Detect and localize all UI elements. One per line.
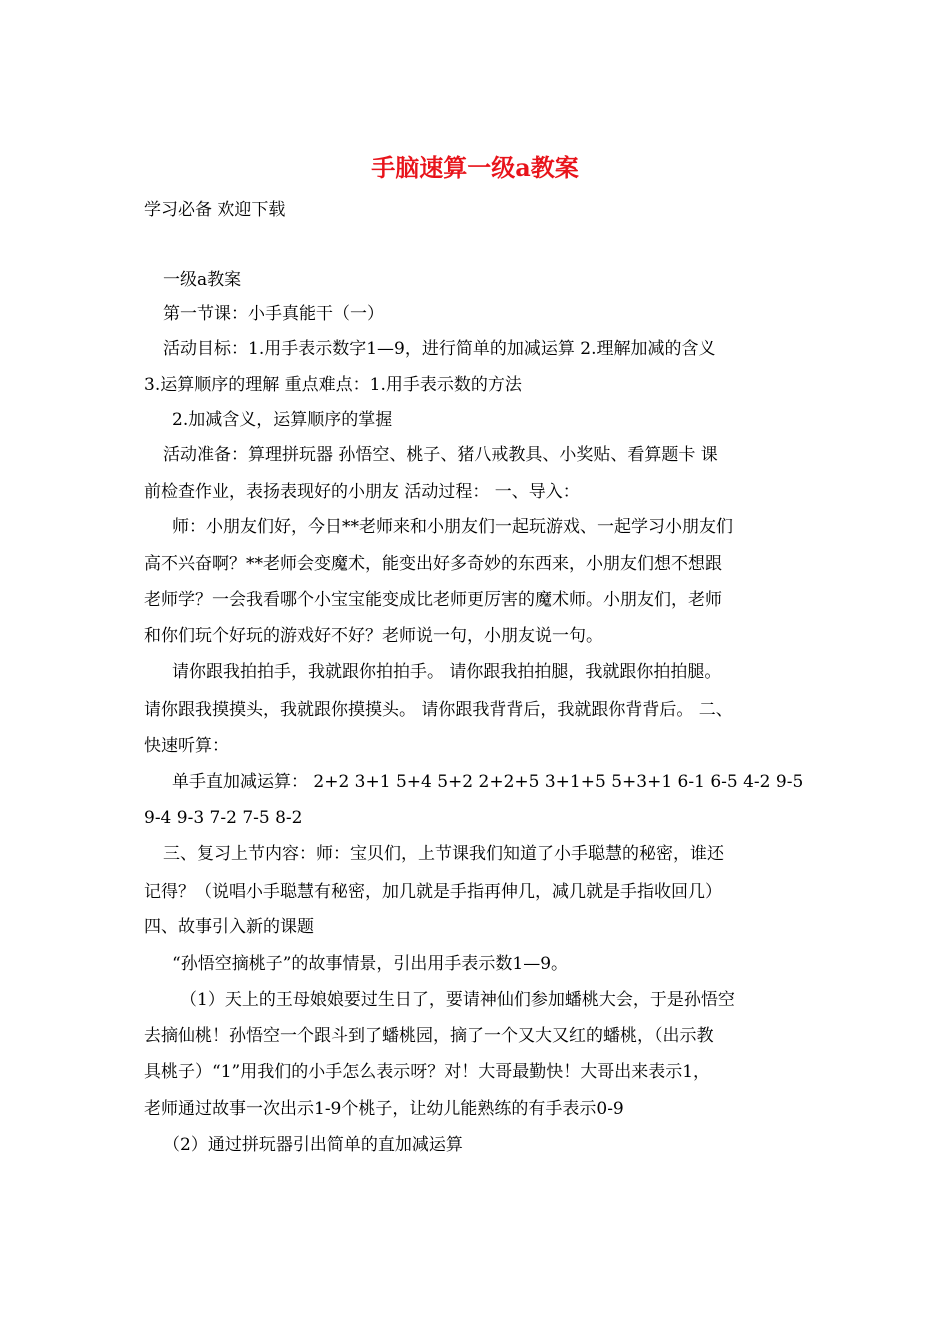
paragraph-line: 高不兴奋啊？**老师会变魔术，能变出好多奇妙的东西来，小朋友们想不想跟 (144, 554, 722, 574)
paragraph-line: 具桃子）“1”用我们的小手怎么表示呀？对！大哥最勤快！大哥出来表示1， (144, 1062, 711, 1082)
paragraph-line: 老师学？一会我看哪个小宝宝能变成比老师更厉害的魔术师。小朋友们，老师 (144, 590, 722, 610)
paragraph-line: 3.运算顺序的理解 重点难点：1.用手表示数的方法 (144, 375, 522, 395)
paragraph-line: 记得？（说唱小手聪慧有秘密，加几就是手指再伸几，减几就是手指收回几） (144, 882, 722, 902)
paragraph-line: 请你跟我拍拍手，我就跟你拍拍手。 请你跟我拍拍腿，我就跟你拍拍腿。 (172, 662, 722, 682)
paragraph-line: （1）天上的王母娘娘要过生日了，要请神仙们参加蟠桃大会，于是孙悟空 (180, 990, 735, 1010)
paragraph-line: 去摘仙桃！孙悟空一个跟斗到了蟠桃园，摘了一个又大又红的蟠桃，（出示教 (144, 1026, 714, 1046)
paragraph-line: 三、复习上节内容：师：宝贝们，上节课我们知道了小手聪慧的秘密，谁还 (163, 844, 724, 864)
paragraph-line: 老师通过故事一次出示1-9个桃子，让幼儿能熟练的有手表示0-9 (144, 1099, 624, 1119)
document-title: 手脑速算一级a教案 (371, 153, 579, 182)
document-subtitle: 学习必备 欢迎下载 (144, 200, 286, 220)
paragraph-line: 师：小朋友们好，今日**老师来和小朋友们一起玩游戏、一起学习小朋友们 (172, 517, 733, 537)
paragraph-line: 和你们玩个好玩的游戏好不好？老师说一句，小朋友说一句。 (144, 626, 603, 646)
paragraph-line: 9-4 9-3 7-2 7-5 8-2 (144, 808, 303, 828)
paragraph-line: （2）通过拼玩器引出简单的直加减运算 (163, 1135, 463, 1155)
paragraph-line: 请你跟我摸摸头，我就跟你摸摸头。 请你跟我背背后，我就跟你背背后。 二、 (144, 700, 733, 720)
paragraph-line: 活动准备：算理拼玩器 孙悟空、桃子、猪八戒教具、小奖贴、看算题卡 课 (163, 445, 718, 465)
paragraph-line: 前检查作业，表扬表现好的小朋友 活动过程： 一、导入： (144, 482, 580, 502)
paragraph-line: 第一节课：小手真能干（一） (163, 304, 384, 324)
paragraph-line: “孙悟空摘桃子”的故事情景，引出用手表示数1—9。 (172, 954, 569, 974)
paragraph-line: 活动目标：1.用手表示数字1—9，进行简单的加减运算 2.理解加减的含义 (163, 339, 716, 359)
paragraph-line: 快速听算： (144, 736, 229, 756)
paragraph-line: 单手直加减运算： 2+2 3+1 5+4 5+2 2+2+5 3+1+5 5+3+1 6-1 6-5 4-2 9-5 (172, 772, 804, 792)
paragraph-line: 2.加减含义，运算顺序的掌握 (172, 410, 393, 430)
section-heading: 四、故事引入新的课题 (144, 917, 314, 937)
paragraph-line: 一级a教案 (163, 270, 242, 290)
